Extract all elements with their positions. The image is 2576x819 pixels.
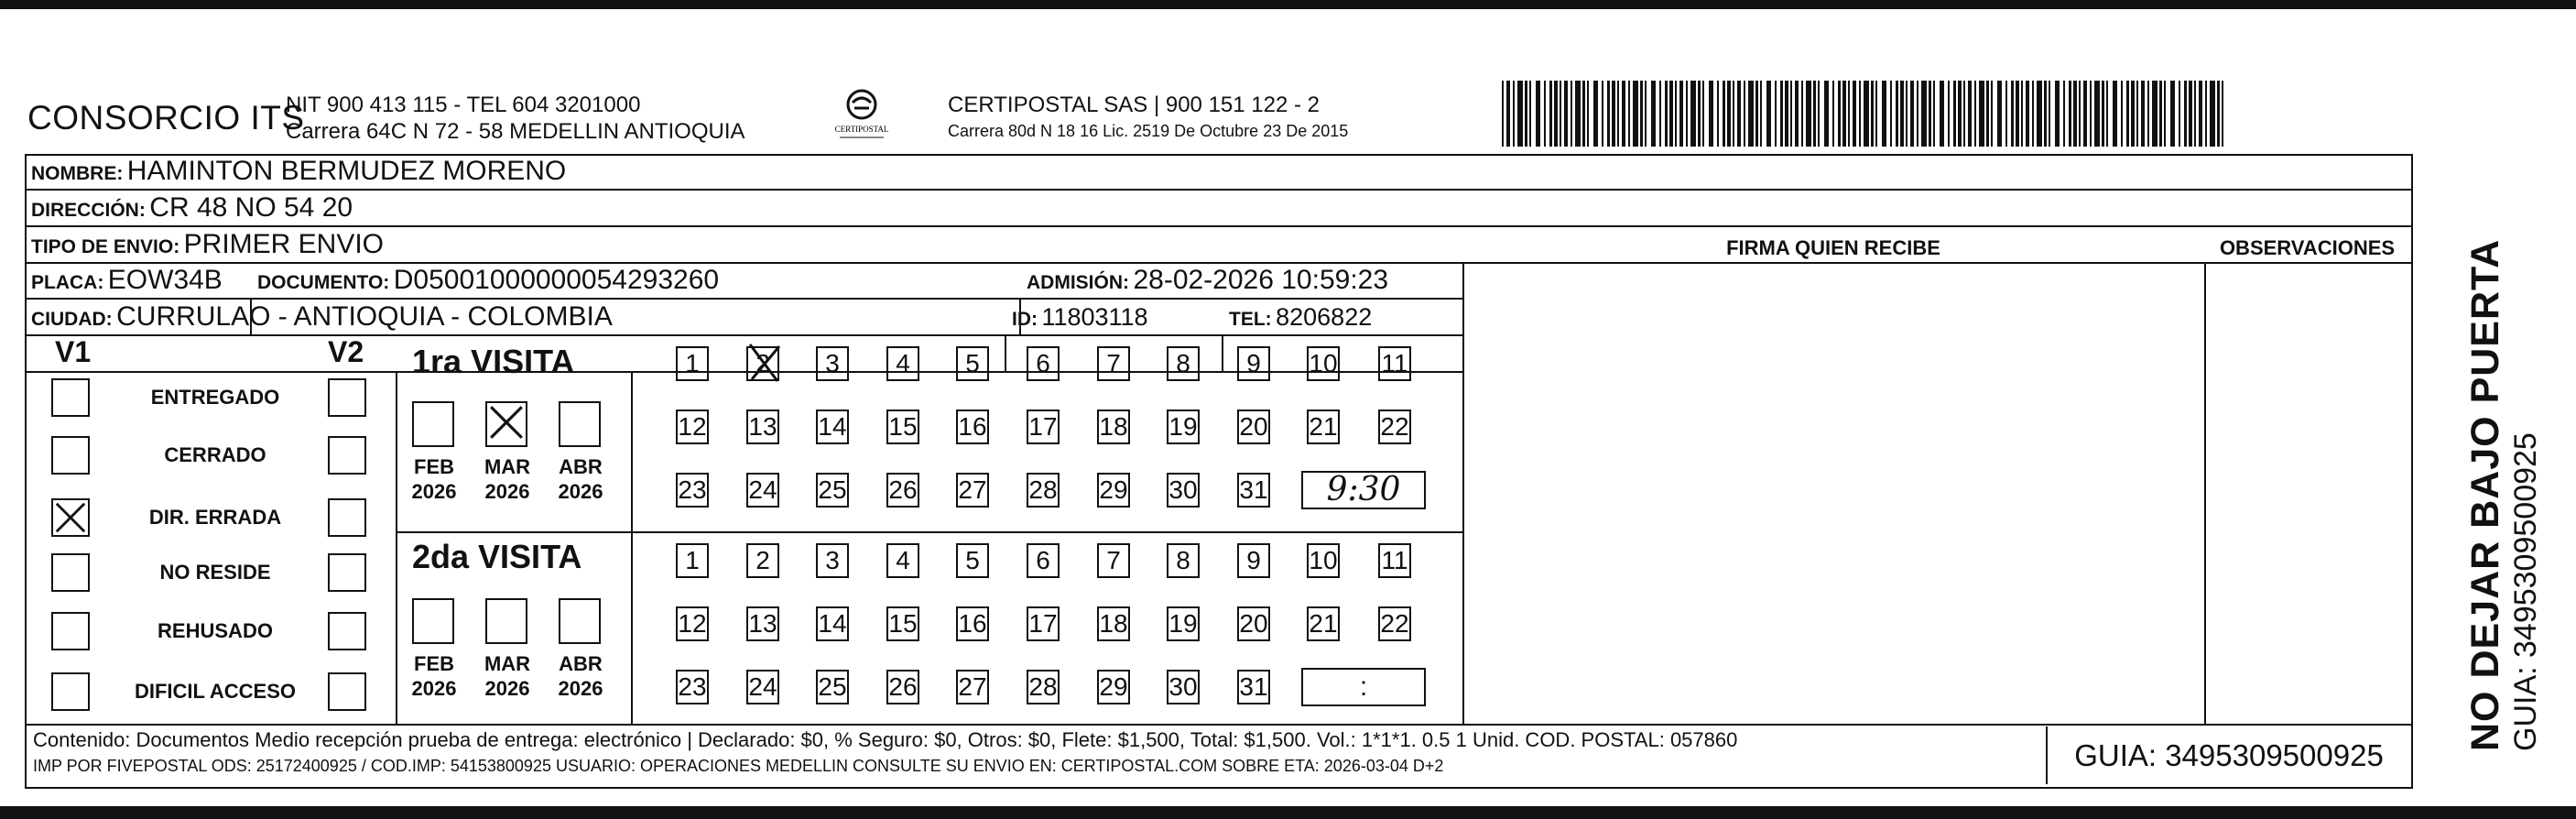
barcode-bar [2189,81,2192,147]
visit1-day-box[interactable]: 5 [956,346,989,381]
barcode-bar [1587,81,1589,147]
visit2-day-box[interactable]: 23 [676,670,709,704]
bottom-border-bar [0,806,2576,819]
nombre-row [31,156,566,187]
visit1-day-box[interactable]: 16 [956,410,989,444]
barcode-bar [1917,81,1918,147]
row-divider [27,724,2411,726]
barcode-bar [1958,81,1962,147]
barcode-bar [2179,81,2180,147]
ciudad-cell [31,301,613,333]
barcode-bar [2217,81,2220,147]
company-name: CONSORCIO ITS [27,99,305,136]
barcode-bar [2090,81,2092,147]
barcode-bar [2121,81,2123,147]
barcode-bar [1560,81,1561,147]
visit1-day-box[interactable]: 20 [1237,410,1270,444]
barcode-bar [2037,81,2042,147]
direccion-label: DIRECCIÓN: [31,200,146,221]
visit2-day-box[interactable]: 22 [1378,606,1411,641]
barcode-bar [2055,81,2060,147]
visit2-day-box[interactable]: 13 [746,606,779,641]
visit1-time-box[interactable]: 9:30 [1301,471,1426,509]
barcode-bar [1842,81,1846,147]
barcode-bar [1651,81,1656,147]
barcode-bar [1929,81,1931,147]
visit2-day-box[interactable]: 20 [1237,606,1270,641]
visit1-day-box[interactable]: 12 [676,410,709,444]
month-year: 2026 [558,480,603,503]
barcode-bar [2079,81,2081,147]
barcode-bar [1991,81,1993,147]
barcode-bar [2113,81,2117,147]
visit2-day-box[interactable]: 15 [886,606,919,641]
barcode-bar [1775,81,1777,147]
barcode-bar [1675,81,1677,147]
barcode [1502,81,2225,147]
barcode-bar [2159,81,2162,147]
row-divider [27,262,2411,264]
barcode-bar [1582,81,1585,147]
barcode-bar [2136,81,2138,147]
barcode-bar [1910,81,1914,147]
barcode-bar [1607,81,1610,147]
visit1-month-checkbox[interactable] [412,401,454,447]
barcode-bar [2194,81,2196,147]
visit2-time-box[interactable]: : [1301,668,1426,706]
status-label: NO RESIDE [159,561,271,584]
visit1-day-box[interactable]: 25 [816,473,849,508]
barcode-bar [1979,81,1984,147]
barcode-bar [2026,81,2029,147]
barcode-bar [2102,81,2104,147]
visit1-day-box[interactable]: 7 [1097,346,1130,381]
v2-checkbox[interactable] [328,378,366,417]
barcode-bar [1544,81,1546,147]
firma-header: FIRMA QUIEN RECIBE [1726,236,1940,259]
carrier-name-line: CERTIPOSTAL SAS | 900 151 122 - 2 [948,93,1320,117]
visit2-day-box[interactable]: 6 [1027,543,1060,578]
barcode-bar [2170,81,2175,147]
month-name: MAR [484,455,531,478]
barcode-bar [2152,81,2158,147]
barcode-bar [1832,81,1834,147]
barcode-bar [1806,81,1811,147]
barcode-bar [2199,81,2202,147]
visit2-day-box[interactable]: 12 [676,606,709,641]
guia-box: GUIA: 3495309500925 [2046,726,2410,784]
visit1-day-box[interactable]: 6 [1027,346,1060,381]
cell-divider [1005,334,1006,371]
visit2-day-box[interactable]: 19 [1167,606,1200,641]
barcode-bar [1645,81,1647,147]
barcode-bar [1669,81,1673,147]
ciudad-label: CIUDAD: [31,309,113,330]
barcode-bar [1953,81,1956,147]
visit1-day-box[interactable]: 24 [746,473,779,508]
tipo-envio-value: PRIMER ENVIO [183,229,385,259]
barcode-bar [1575,81,1581,147]
barcode-bar [1755,81,1758,147]
visit1-day-box[interactable]: 27 [956,473,989,508]
visit1-day-box[interactable]: 28 [1027,473,1060,508]
v1-checkbox[interactable] [51,378,90,417]
barcode-bar [1968,81,1972,147]
barcode-bar [1506,81,1510,147]
placa-value: EOW34B [107,265,223,295]
barcode-bar [1665,81,1668,147]
month-year: 2026 [411,677,457,700]
month-year: 2026 [484,677,530,700]
placa-cell [31,265,223,296]
status-label: ENTREGADO [150,386,280,409]
visit1-day-box[interactable]: 22 [1378,410,1411,444]
barcode-bar [1602,81,1603,147]
admision-label: ADMISIÓN: [1027,272,1129,293]
visit2-day-box[interactable]: 28 [1027,670,1060,704]
barcode-bar [1612,81,1615,147]
visit1-title: 1ra VISITA [412,343,575,380]
barcode-bar [1859,81,1861,147]
visit2-day-box[interactable]: 3 [816,543,849,578]
print-info-line: IMP POR FIVEPOSTAL ODS: 25172400925 / COD.IMP: 54153800925 USUARIO: OPERACIONES MEDELLIN CONSULTE SU ENVIO EN: CERTIPOSTAL.COM SOBRE ETA: 2026-03-04 D+2 [33,757,1444,775]
barcode-bar [1679,81,1683,147]
status-label: REHUSADO [158,619,273,642]
barcode-bar [1785,81,1788,147]
barcode-bar [2011,81,2014,147]
tipo-envio-label: TIPO DE ENVIO: [31,236,180,257]
v2-label: V2 [328,335,364,368]
barcode-bar [1766,81,1771,147]
barcode-bar [1702,81,1704,147]
visit1-month-label [480,454,535,504]
visit2-day-box[interactable]: 4 [886,543,919,578]
barcode-bar [2073,81,2077,147]
barcode-bar [1554,81,1558,147]
placa-label: PLACA: [31,272,104,293]
visit1-day-box[interactable]: 18 [1097,410,1130,444]
visit1-day-box[interactable]: 3 [816,346,849,381]
v1-checkbox[interactable] [51,612,90,650]
barcode-bar [1875,81,1877,147]
month-year: 2026 [558,677,603,700]
barcode-bar [1733,81,1734,147]
month-year: 2026 [484,480,530,503]
month-name: MAR [484,652,531,675]
barcode-bar [1900,81,1904,147]
month-name: ABR [559,455,603,478]
admision-value: 28-02-2026 10:59:23 [1133,265,1389,295]
barcode-bar [1513,81,1515,147]
v1-checkbox[interactable] [51,672,90,711]
company-info [286,92,745,145]
barcode-bar [1659,81,1661,147]
visit1-day-box[interactable]: 8 [1167,346,1200,381]
barcode-bar [1698,81,1701,147]
visit1-month-label [553,454,608,504]
visit2-day-box[interactable]: 21 [1307,606,1340,641]
barcode-bar [1974,81,1976,147]
barcode-bar [2069,81,2071,147]
barcode-bar [1737,81,1741,147]
logo-lettering: CERTIPOSTAL [834,125,889,134]
barcode-bar [2032,81,2034,147]
visit2-day-box[interactable]: 25 [816,670,849,704]
barcode-bar [1564,81,1568,147]
barcode-bar [1723,81,1725,147]
visit2-day-box[interactable]: 8 [1167,543,1200,578]
barcode-bar [1536,81,1540,147]
visit1-day-box[interactable]: 11 [1378,346,1411,381]
visit1-day-box[interactable]: 4 [886,346,919,381]
id-label: ID: [1012,309,1038,330]
visit2-day-box[interactable]: 27 [956,670,989,704]
certipostal-logo-icon [829,84,895,148]
barcode-bar [1717,81,1719,147]
barcode-bar [1813,81,1816,147]
observaciones-header: OBSERVACIONES [2219,236,2396,259]
barcode-bar [2044,81,2047,147]
barcode-bar [1617,81,1619,147]
tel-value: 8206822 [1276,303,1373,331]
visit1-day-box[interactable]: 15 [886,410,919,444]
row-divider [1019,334,1462,336]
barcode-bar [1525,81,1527,147]
barcode-bar [1633,81,1638,147]
v2-checkbox[interactable] [328,498,366,537]
row-divider [27,225,2411,227]
barcode-bar [2021,81,2023,147]
visit1-month-checkbox[interactable] [559,401,601,447]
visit1-day-box[interactable]: 21 [1307,410,1340,444]
barcode-bar [2222,81,2223,147]
column-divider [1462,262,1464,724]
visit2-day-box[interactable]: 10 [1307,543,1340,578]
documento-label: DOCUMENTO: [257,272,390,293]
visit1-day-box[interactable]: 1 [676,346,709,381]
visit2-day-box[interactable]: 18 [1097,606,1130,641]
visit2-day-box[interactable]: 24 [746,670,779,704]
barcode-bar [2205,81,2207,147]
id-cell [1012,303,1148,332]
barcode-bar [1790,81,1792,147]
visit2-day-box[interactable]: 14 [816,606,849,641]
barcode-bar [1986,81,1989,147]
visit2-day-box[interactable]: 5 [956,543,989,578]
visit2-day-box[interactable]: 30 [1167,670,1200,704]
barcode-bar [1780,81,1783,147]
status-label: CERRADO [164,443,266,466]
barcode-bar [1640,81,1643,147]
id-value: 11803118 [1041,303,1148,331]
status-label: DIR. ERRADA [148,506,282,529]
v2-checkbox[interactable] [328,672,366,711]
month-name: FEB [414,652,454,675]
barcode-bar [1686,81,1688,147]
barcode-bar [1801,81,1803,147]
status-label: DIFICIL ACCESO [134,680,296,703]
visit2-month-checkbox[interactable] [559,598,601,644]
admision-cell [1027,265,1388,296]
visit2-month-checkbox[interactable] [485,598,527,644]
visit1-day-box[interactable]: 14 [816,410,849,444]
month-name: FEB [414,455,454,478]
barcode-bar [1622,81,1625,147]
barcode-bar [1727,81,1731,147]
barcode-bar [1760,81,1762,147]
barcode-bar [2094,81,2100,147]
barcode-bar [1921,81,1927,147]
documento-cell [257,265,719,296]
barcode-bar [1709,81,1713,147]
barcode-bar [2106,81,2108,147]
visit2-day-box[interactable]: 16 [956,606,989,641]
barcode-bar [2016,81,2019,147]
visit2-day-box[interactable]: 17 [1027,606,1060,641]
visit1-day-box[interactable]: 29 [1097,473,1130,508]
barcode-bar [1795,81,1799,147]
barcode-bar [1848,81,1850,147]
barcode-bar [1896,81,1898,147]
carrier-license-line: Carrera 80d N 18 16 Lic. 2519 De Octubre 23 De 2015 [948,122,1349,140]
visit1-day-box[interactable]: 26 [886,473,919,508]
barcode-bar [2184,81,2187,147]
visit1-day-box[interactable]: 19 [1167,410,1200,444]
barcode-bar [1628,81,1630,147]
documento-value: D05001000000054293260 [393,265,720,295]
visit2-day-box[interactable]: 29 [1097,670,1130,704]
barcode-bar [2147,81,2149,147]
side-guia-number: GUIA: 3495309500925 [2508,432,2543,751]
visit2-day-box[interactable]: 2 [746,543,779,578]
nombre-label: NOMBRE: [31,163,124,184]
barcode-bar [1940,81,1944,147]
direccion-value: CR 48 NO 54 20 [149,192,353,223]
visit1-day-box[interactable]: 23 [676,473,709,508]
visit2-month-label [407,651,462,701]
barcode-bar [1502,81,1504,147]
visit1-day-box[interactable]: 10 [1307,346,1340,381]
barcode-bar [2063,81,2065,147]
company-address-line: Carrera 64C N 72 - 58 MEDELLIN ANTIOQUIA [286,119,745,144]
barcode-bar [2131,81,2135,147]
company-nit-line: NIT 900 413 115 - TEL 604 3201000 [286,93,641,117]
visit2-day-box[interactable]: 1 [676,543,709,578]
barcode-bar [2141,81,2145,147]
barcode-bar [1963,81,1965,147]
nombre-value: HAMINTON BERMUDEZ MORENO [126,156,567,186]
no-dejar-notice: NO DEJAR BAJO PUERTA [2463,238,2507,751]
barcode-bar [1871,81,1874,147]
visit1-day-box[interactable]: 30 [1167,473,1200,508]
visit1-month-checkbox[interactable] [485,401,527,447]
column-divider [396,371,397,724]
column-divider [631,371,633,724]
v1-label: V1 [55,335,92,368]
visit2-month-label [480,651,535,701]
visit2-day-box[interactable]: 9 [1237,543,1270,578]
month-year: 2026 [411,480,457,503]
visit1-day-box[interactable]: 9 [1237,346,1270,381]
top-border-bar [0,0,2576,9]
side-notice [2463,239,2544,751]
v1-checkbox[interactable] [51,436,90,475]
column-divider [2204,262,2206,724]
barcode-bar [1744,81,1745,147]
row-divider [27,298,1462,300]
barcode-bar [2005,81,2007,147]
barcode-bar [1818,81,1820,147]
v2-checkbox[interactable] [328,436,366,475]
certipostal-logo [829,84,895,148]
visit1-day-box[interactable]: 13 [746,410,779,444]
barcode-bar [1593,81,1598,147]
row-divider [396,531,1462,533]
visit2-day-box[interactable]: 26 [886,670,919,704]
visit1-day-box[interactable]: 17 [1027,410,1060,444]
visit2-day-box[interactable]: 7 [1097,543,1130,578]
barcode-bar [2083,81,2087,147]
visit1-month-label [407,454,462,504]
cell-divider [1222,334,1223,371]
tel-label: TEL: [1229,309,1272,330]
visit2-month-label [553,651,608,701]
v2-checkbox[interactable] [328,612,366,650]
visit2-day-box[interactable]: 11 [1378,543,1411,578]
tel-cell [1229,303,1372,332]
barcode-bar [2164,81,2166,147]
barcode-bar [1948,81,1950,147]
v2-checkbox[interactable] [328,553,366,592]
carrier-info [948,92,1348,145]
barcode-bar [1933,81,1935,147]
barcode-bar [1997,81,2002,147]
visit2-day-box[interactable]: 31 [1237,670,1270,704]
barcode-bar [1824,81,1829,147]
barcode-bar [1906,81,1908,147]
barcode-bar [1864,81,1869,147]
visit2-month-checkbox[interactable] [412,598,454,644]
tipo-envio-row [31,229,384,260]
barcode-bar [2126,81,2129,147]
row-divider [27,189,2411,191]
barcode-bar [2049,81,2050,147]
visit1-day-box[interactable]: 31 [1237,473,1270,508]
barcode-bar [1529,81,1531,147]
barcode-bar [1517,81,1523,147]
barcode-bar [1748,81,1754,147]
barcode-bar [1549,81,1552,147]
ciudad-value: CURRULAO - ANTIOQUIA - COLOMBIA [116,301,613,332]
barcode-bar [1890,81,1892,147]
direccion-row [31,192,353,224]
contents-line: Contenido: Documentos Medio recepción prueba de entrega: electrónico | Declarado: $0, % Seguro: $0, Otros: $0, Flete: $1,500, Total: $1,500. Vol.: 1*1*1. 0.5 1 Unid. COD. POSTAL: 057860 [33,728,1738,751]
v1-checkbox[interactable] [51,553,90,592]
barcode-bar [1571,81,1572,147]
barcode-bar [1690,81,1696,147]
visit1-day-box[interactable]: 2 [746,346,779,381]
month-name: ABR [559,652,603,675]
v1-checkbox[interactable] [51,498,90,537]
barcode-bar [1838,81,1841,147]
visit2-title: 2da VISITA [412,538,582,575]
barcode-bar [1882,81,1886,147]
barcode-bar [1853,81,1856,147]
barcode-bar [2210,81,2215,147]
